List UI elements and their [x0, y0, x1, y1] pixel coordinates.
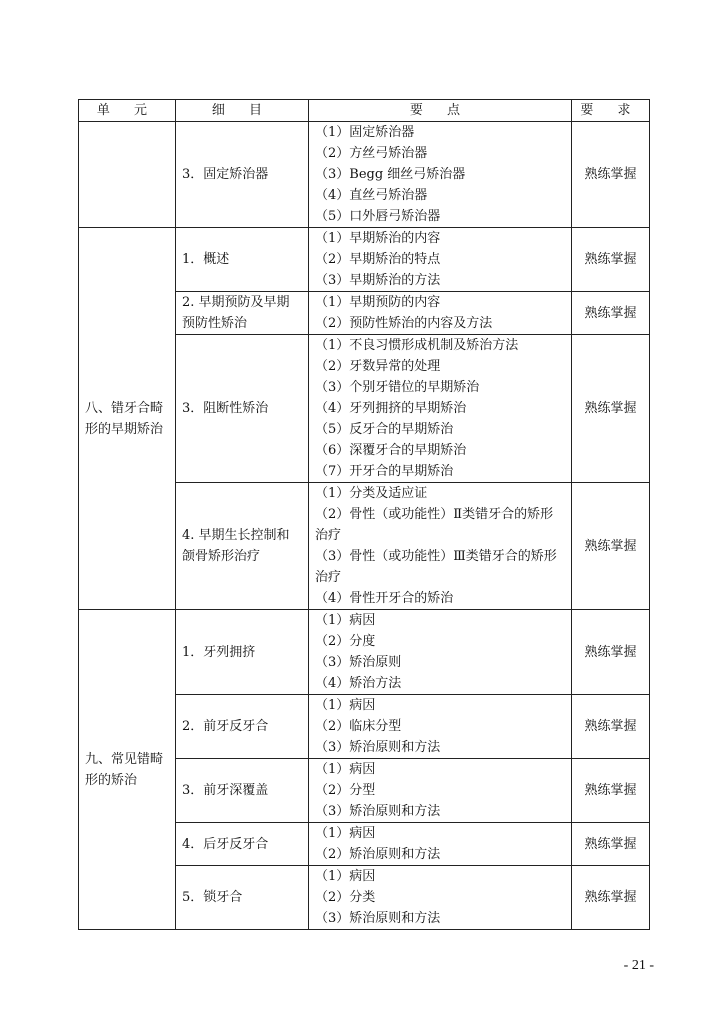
point-line: （3）矫治原则: [315, 655, 402, 670]
table-row: [79, 610, 650, 695]
point-line: （1）早期预防的内容: [315, 295, 441, 310]
item-cell: 5．锁牙合: [176, 866, 309, 930]
header-item: 细 目: [176, 100, 309, 122]
point-line: （3）Begg 细丝弓矫治器: [315, 167, 466, 182]
point-line: （3）矫治原则和方法: [315, 804, 441, 819]
requirement-cell: 熟练掌握: [572, 759, 650, 823]
point-line: （2）骨性（或功能性）Ⅱ类错牙合的矫形治疗: [315, 507, 554, 543]
item-cell: 3．阻断性矫治: [176, 335, 309, 483]
item-cell: 2．前牙反牙合: [176, 695, 309, 759]
point-line: （4）矫治方法: [315, 676, 402, 691]
points-cell: [309, 866, 572, 930]
point-line: （2）预防性矫治的内容及方法: [315, 316, 493, 331]
item-cell: 1．概述: [176, 228, 309, 292]
point-line: （1）不良习惯形成机制及矫治方法: [315, 338, 519, 353]
points-cell: [309, 759, 572, 823]
item-cell: 4. 早期生长控制和颌骨矫形治疗: [176, 483, 309, 610]
requirement-cell: 熟练掌握: [572, 866, 650, 930]
point-line: （2）矫治原则和方法: [315, 847, 441, 862]
unit-cell: 八、错牙合畸形的早期矫治: [79, 228, 176, 610]
requirement-cell: 熟练掌握: [572, 292, 650, 335]
requirement-cell: 熟练掌握: [572, 228, 650, 292]
point-line: （1）早期矫治的内容: [315, 231, 441, 246]
point-line: （1）病因: [315, 698, 376, 713]
item-cell: 2. 早期预防及早期预防性矫治: [176, 292, 309, 335]
point-line: （2）早期矫治的特点: [315, 252, 441, 267]
page-number: - 21 -: [623, 958, 654, 973]
points-cell: [309, 823, 572, 866]
point-line: （1）固定矫治器: [315, 125, 415, 140]
point-line: （2）分型: [315, 783, 376, 798]
item-cell: 1．牙列拥挤: [176, 610, 309, 695]
points-cell: [309, 483, 572, 610]
header-requirement: 要 求: [572, 100, 650, 122]
point-line: （2）牙数异常的处理: [315, 359, 441, 374]
point-line: （1）病因: [315, 762, 376, 777]
header-unit: 单 元: [79, 100, 176, 122]
item-cell: 3．前牙深覆盖: [176, 759, 309, 823]
point-line: （3）个别牙错位的早期矫治: [315, 380, 480, 395]
requirement-cell: 熟练掌握: [572, 335, 650, 483]
points-cell: [309, 292, 572, 335]
requirement-cell: 熟练掌握: [572, 823, 650, 866]
requirement-cell: 熟练掌握: [572, 483, 650, 610]
point-line: （1）病因: [315, 826, 376, 841]
requirement-cell: 熟练掌握: [572, 695, 650, 759]
syllabus-table: [78, 99, 650, 930]
item-cell: 4．后牙反牙合: [176, 823, 309, 866]
table-body: [79, 122, 650, 930]
table-header: [79, 100, 650, 122]
point-line: （3）矫治原则和方法: [315, 911, 441, 926]
point-line: （4）直丝弓矫治器: [315, 188, 428, 203]
point-line: （7）开牙合的早期矫治: [315, 464, 454, 479]
point-line: （2）分度: [315, 634, 376, 649]
point-line: （3）矫治原则和方法: [315, 740, 441, 755]
point-line: （2）方丝弓矫治器: [315, 146, 428, 161]
points-cell: [309, 610, 572, 695]
points-cell: [309, 335, 572, 483]
unit-cell: [79, 122, 176, 228]
point-line: （5）反牙合的早期矫治: [315, 422, 454, 437]
requirement-cell: 熟练掌握: [572, 122, 650, 228]
points-cell: [309, 695, 572, 759]
point-line: （2）分类: [315, 890, 376, 905]
point-line: （1）分类及适应证: [315, 486, 428, 501]
points-cell: [309, 228, 572, 292]
point-line: （4）骨性开牙合的矫治: [315, 591, 454, 606]
point-line: （3）骨性（或功能性）Ⅲ类错牙合的矫形治疗: [315, 549, 557, 585]
point-line: （4）牙列拥挤的早期矫治: [315, 401, 467, 416]
requirement-cell: 熟练掌握: [572, 610, 650, 695]
header-points: 要 点: [309, 100, 572, 122]
point-line: （1）病因: [315, 613, 376, 628]
point-line: （3）早期矫治的方法: [315, 273, 441, 288]
point-line: （2）临床分型: [315, 719, 402, 734]
unit-cell: 九、常见错畸形的矫治: [79, 610, 176, 930]
point-line: （1）病因: [315, 869, 376, 884]
table-row: [79, 228, 650, 292]
item-cell: 3．固定矫治器: [176, 122, 309, 228]
table-row: [79, 122, 650, 228]
point-line: （5）口外唇弓矫治器: [315, 209, 441, 224]
point-line: （6）深覆牙合的早期矫治: [315, 443, 467, 458]
points-cell: [309, 122, 572, 228]
